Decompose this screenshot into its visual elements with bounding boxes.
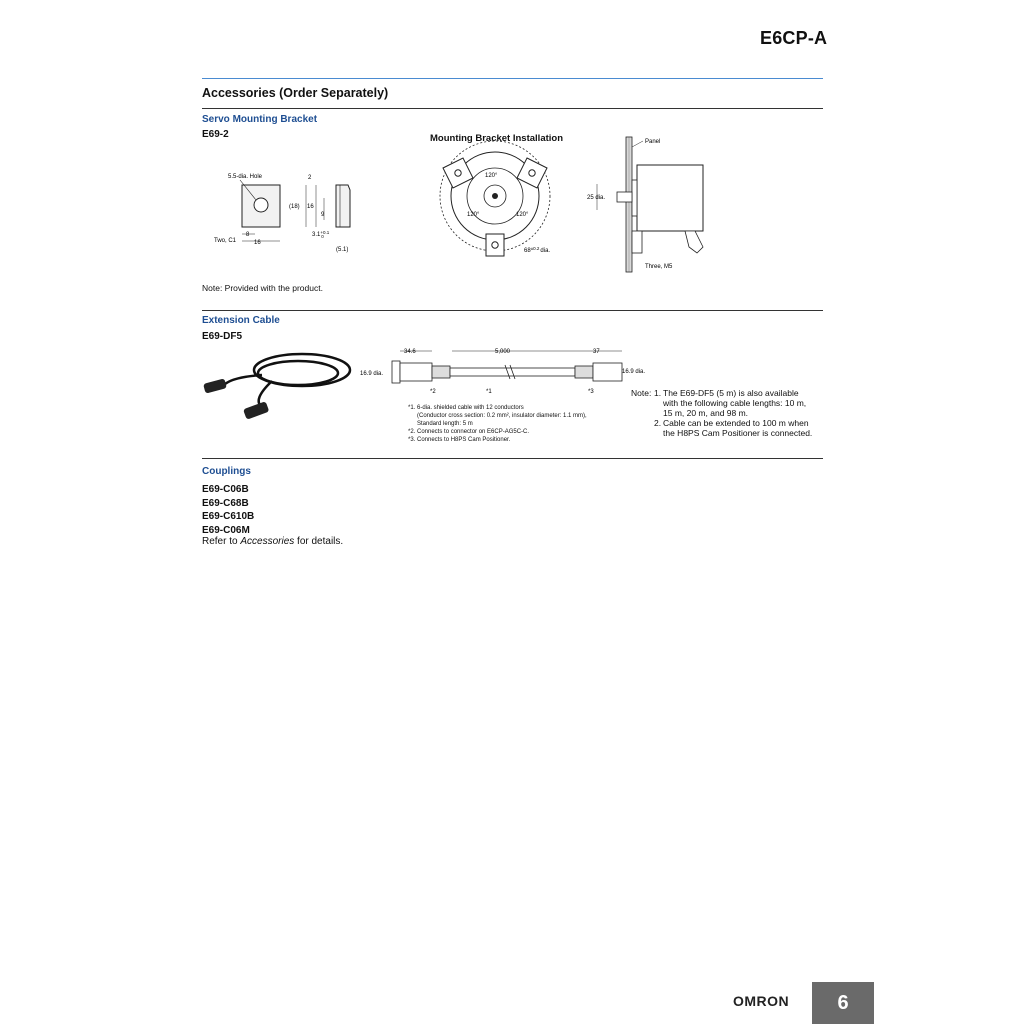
dim-9-label: 9 xyxy=(321,212,325,218)
dim-16v-label: 16 xyxy=(307,204,314,210)
footnote-3: *3. Connects to H8PS Cam Positioner. xyxy=(408,437,511,443)
dim-37-label: 37 xyxy=(593,349,600,355)
dim-5000-label: 5,000 xyxy=(495,349,511,355)
bracket-hole xyxy=(254,198,268,212)
notes-label: Note: xyxy=(631,388,652,398)
couplings-list xyxy=(202,483,254,537)
dim-5-1-label: (5.1) xyxy=(336,247,349,253)
left-diameter-label: 16.9 dia. xyxy=(360,371,384,377)
servo-note: Note: Provided with the product. xyxy=(202,283,323,293)
dim-34-6-label: 34.6 xyxy=(404,349,416,355)
dim-two-c1-label: Two, C1 xyxy=(214,238,237,244)
extension-cable-model: E69-DF5 xyxy=(202,331,243,342)
cable-outlet xyxy=(685,231,703,253)
dim-hole-label: 5.5-dia. Hole xyxy=(228,174,263,180)
section-title: Accessories (Order Separately) xyxy=(202,86,389,100)
page-number: 6 xyxy=(812,982,874,1024)
cable-notes xyxy=(631,388,821,438)
footnote-2: *2. Connects to connector on E6CP-AG5C-C. xyxy=(408,429,530,435)
installation-drawing xyxy=(435,148,585,263)
installation-diameter-label: $68^{\pm 0.2}dia$. xyxy=(524,246,551,254)
dim-16h-label: 16 xyxy=(254,240,261,246)
side-installation-drawing xyxy=(585,135,695,275)
footnote-1: *1. 6-dia. shielded cable with 12 conductors xyxy=(408,405,524,411)
servo-bracket-model: E69-2 xyxy=(202,129,229,140)
section-divider-2 xyxy=(202,458,823,459)
dim-8-label: 8 xyxy=(246,232,250,238)
bracket-dimension-drawing xyxy=(210,170,370,260)
coupling-model: E69-C68B xyxy=(202,497,249,509)
angle-label-top: 120° xyxy=(485,173,498,179)
accessories-reference: Accessories xyxy=(240,536,295,547)
note-1-text: The E69-DF5 (5 m) is also available with the following cable lengths: 10 m, 15 m, 20 m, and 98 m. xyxy=(663,388,807,418)
coupling-model: E69-C06M xyxy=(202,524,250,536)
coupling-model: E69-C610B xyxy=(202,511,255,522)
couplings-heading: Couplings xyxy=(202,466,251,477)
coupling-model: E69-C06B xyxy=(202,484,249,495)
document-model-title: E6CP-A xyxy=(760,28,828,48)
cable-left-connector xyxy=(400,363,432,381)
angle-label-right: 120° xyxy=(516,212,529,218)
dim-18-label: (18) xyxy=(289,204,300,210)
marker-3: *3 xyxy=(588,389,594,395)
cable-footnotes xyxy=(408,404,587,444)
cable-dimension-drawing xyxy=(360,345,660,405)
encoder-side-body xyxy=(637,165,703,231)
marker-1: *1 xyxy=(486,389,492,395)
dim-2-label: 2 xyxy=(308,175,312,181)
cable-connector-1 xyxy=(203,378,227,393)
bracket-upper-left xyxy=(443,158,473,188)
header-rule xyxy=(202,78,823,79)
cable-connector-2 xyxy=(243,401,269,420)
panel-label: Panel xyxy=(645,139,661,145)
installation-title: Mounting Bracket Installation xyxy=(430,133,564,144)
bracket-bottom xyxy=(486,234,504,256)
right-diameter-label: 16.9 dia. xyxy=(622,369,646,375)
note-2-number: 2. xyxy=(654,418,662,428)
bracket-side-view xyxy=(336,185,350,227)
marker-2: *2 xyxy=(430,389,436,395)
footnote-1-detail: (Conductor cross section: 0.2 mm², insulator diameter: 1.1 mm), xyxy=(417,413,587,419)
extension-cable-heading: Extension Cable xyxy=(202,315,280,326)
dim-tolerance-label: $3.1^{+0.1}$ 0 xyxy=(312,230,330,239)
angle-label-left: 120° xyxy=(467,212,480,218)
cable-right-connector xyxy=(593,363,622,381)
omron-logo: OMRON xyxy=(733,993,790,1009)
servo-bracket-heading: Servo Mounting Bracket xyxy=(202,114,318,125)
encoder-shaft xyxy=(617,192,632,202)
screws-label: Three, M5 xyxy=(645,264,673,270)
section-divider-1 xyxy=(202,310,823,311)
couplings-refer-text: Refer to Accessories for details. xyxy=(202,536,344,547)
note-2-text: Cable can be extended to 100 m when the H8PS Cam Positioner is connected. xyxy=(663,418,813,438)
note-1-number: 1. xyxy=(654,388,662,398)
bracket-upper-right xyxy=(517,158,547,188)
cable-photo xyxy=(202,345,357,430)
footnote-1-length: Standard length: 5 m xyxy=(417,421,473,427)
shaft-diameter-label: 25 dia. xyxy=(587,195,606,201)
section-rule xyxy=(202,108,823,109)
